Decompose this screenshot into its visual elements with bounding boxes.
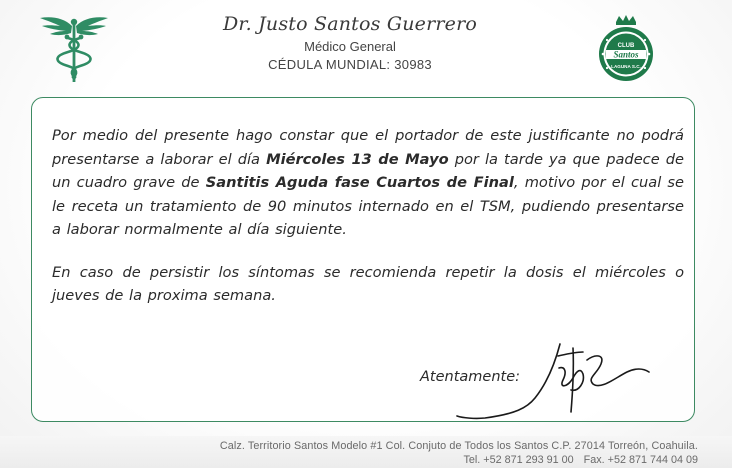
footer-fax: Fax. +52 871 744 04 09: [583, 454, 698, 466]
footer-address: Calz. Territorio Santos Modelo #1 Col. Conjuto de Todos los Santos C.P. 27014 Torreón, Coahuila.: [219, 440, 698, 452]
signature-icon: [455, 338, 655, 423]
doctor-license: CÉDULA MUNDIAL: 30983: [268, 57, 432, 72]
justification-body: [52, 124, 684, 327]
paragraph-1-part-c: , motivo por el cual se le receta un tratamiento de 90 minutos internado en el TSM, pudiendo presentarse a laborar normalmente al día siguiente.: [52, 174, 685, 238]
paragraph-1-part-a: Por medio del presente hago constar que el portador de este justificante no podrá presentarse a laborar el día: [52, 127, 684, 168]
closing-text: Atentamente:: [420, 369, 521, 385]
diagnosis: Santitis Aguda fase Cuartos de Final: [205, 174, 514, 191]
footer-contact: [463, 454, 698, 466]
doctor-name: Dr. Justo Santos Guerrero: [222, 13, 478, 35]
club-logo-line1: CLUB: [617, 43, 635, 49]
paragraph-1-part-b: por la tarde ya que padece de un cuadro grave de: [52, 150, 684, 191]
paragraph-1: [52, 124, 684, 242]
doctor-specialty: Médico General: [304, 39, 396, 54]
club-logo-line3: LAGUNA S.C.: [611, 64, 641, 69]
footer-phone: Tel. +52 871 293 91 00: [463, 454, 574, 466]
club-santos-crest-icon: [596, 14, 656, 84]
caduceus-icon: [38, 12, 110, 84]
absence-date: Miércoles 13 de Mayo: [266, 150, 449, 168]
paragraph-2: En caso de persistir los síntomas se recomienda repetir la dosis el miércoles o jueves de la proxima semana.: [52, 263, 684, 304]
letterhead-header: [200, 12, 500, 73]
club-logo-line2: Santos: [613, 49, 639, 60]
